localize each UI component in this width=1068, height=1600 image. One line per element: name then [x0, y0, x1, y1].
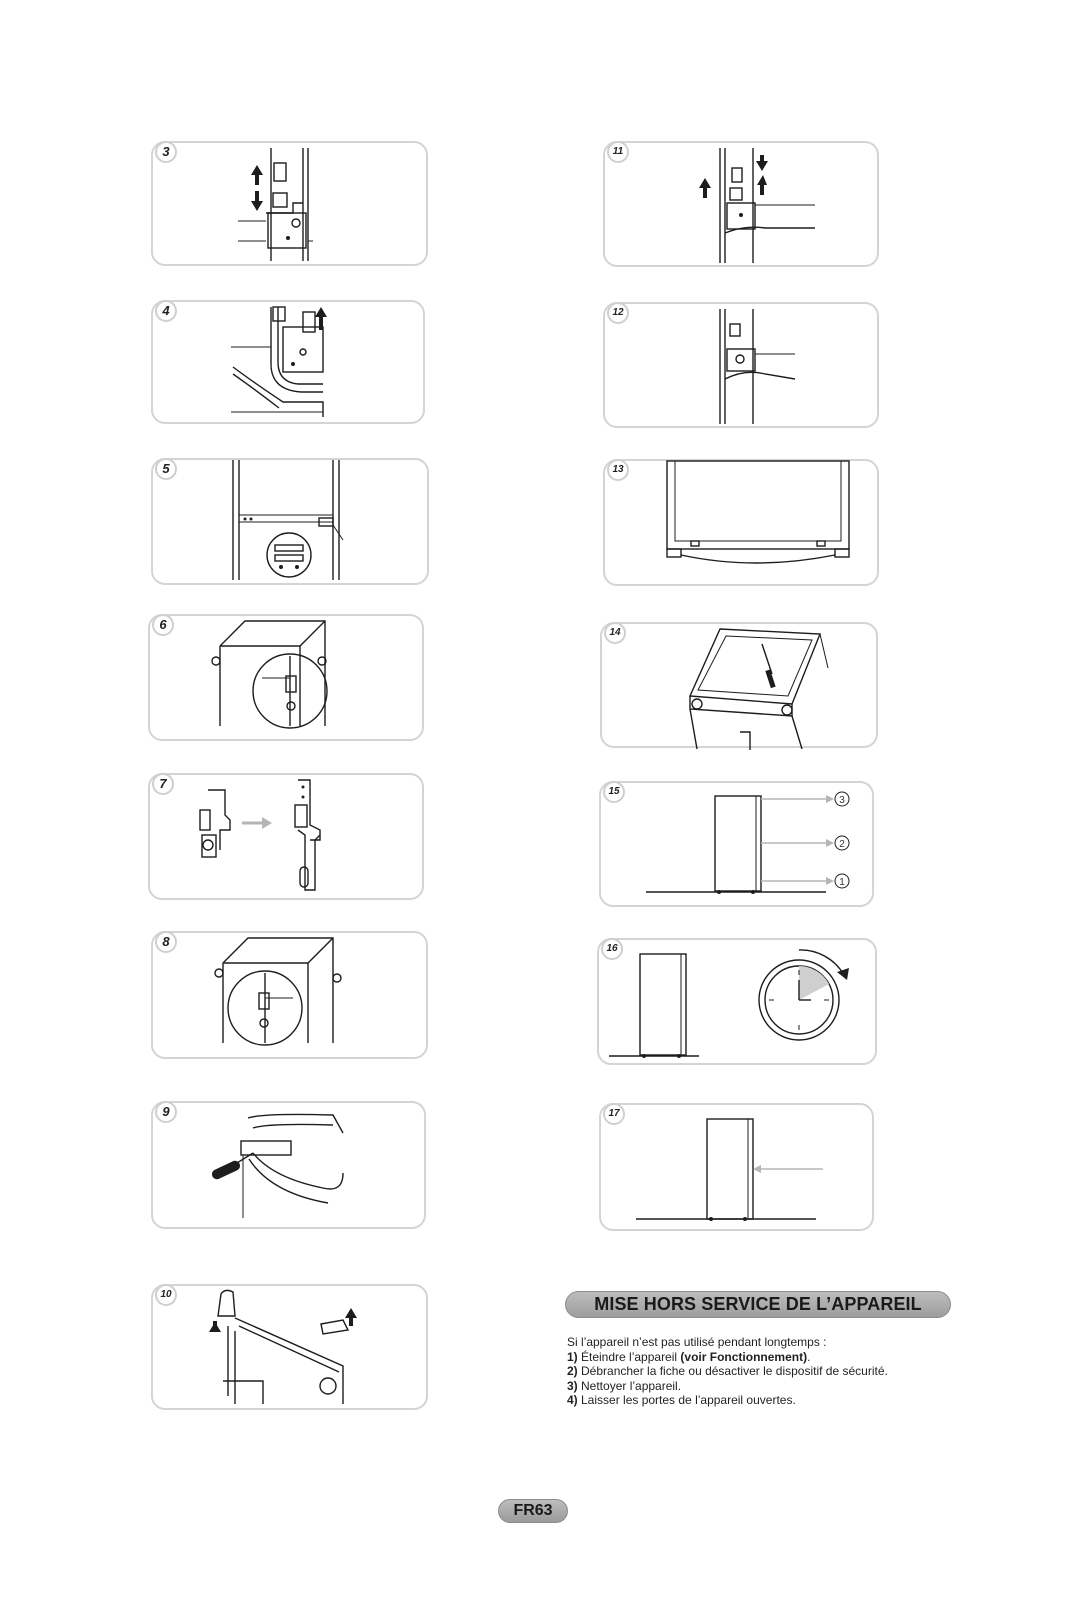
door-align-screwdriver-illustration — [602, 624, 880, 750]
page-number-badge — [498, 1499, 568, 1523]
step-number: 7 — [152, 773, 174, 795]
step-number: 4 — [155, 300, 177, 322]
step-6-panel — [148, 614, 424, 741]
callout-2: 2 — [839, 839, 845, 850]
step-number: 9 — [155, 1101, 177, 1123]
step-16-panel — [597, 938, 877, 1065]
step-9-panel — [151, 1101, 426, 1229]
step-number: 11 — [607, 141, 629, 163]
step-13-panel — [603, 459, 879, 586]
item-text: Laisser les portes de l’appareil ouvertes. — [577, 1393, 796, 1408]
step-number: 15 — [603, 781, 625, 803]
callout-1: 1 — [839, 877, 845, 888]
item-bold-ref: (voir Fonctionnement) — [680, 1349, 808, 1364]
door-cap-illustration — [153, 1286, 430, 1412]
callout-3: 3 — [839, 795, 845, 806]
step-5-panel — [151, 458, 429, 585]
step-number: 16 — [601, 938, 623, 960]
level-check-illustration — [601, 783, 876, 909]
step-17-panel — [599, 1103, 874, 1231]
section-body — [567, 1335, 967, 1408]
section-title: MISE HORS SERVICE DE L’APPAREIL — [594, 1294, 922, 1314]
hinge-reinstall-illustration — [605, 143, 881, 269]
item-number: 2) — [567, 1364, 578, 1379]
wait-time-illustration — [599, 940, 879, 1067]
section-intro: Si l’appareil n’est pas utilisé pendant longtemps : — [567, 1335, 827, 1349]
step-number: 8 — [155, 931, 177, 953]
hinge-bracket-swap-illustration — [150, 775, 426, 902]
reverse-hinge-illustration — [153, 933, 430, 1061]
step-number: 13 — [607, 459, 629, 481]
handle-screwdriver-illustration — [153, 1103, 428, 1231]
step-8-panel — [151, 931, 428, 1059]
step-7-panel — [148, 773, 424, 900]
hinge-removal-illustration — [153, 143, 430, 268]
list-item — [567, 1393, 967, 1408]
step-number: 10 — [155, 1284, 177, 1306]
item-text: Éteindre l’appareil — [577, 1349, 681, 1364]
step-number: 12 — [607, 302, 629, 324]
hinge-fixed-illustration — [605, 304, 881, 430]
step-11-panel — [603, 141, 879, 267]
door-closed-alignment-illustration — [601, 1105, 876, 1233]
hinge-screw-illustration — [153, 302, 427, 426]
cabinet-hinge-illustration — [153, 460, 431, 587]
step-number: 3 — [155, 141, 177, 163]
item-number: 3) — [567, 1378, 578, 1393]
step-15-panel — [599, 781, 874, 907]
item-end: . — [807, 1349, 811, 1364]
list-item — [567, 1350, 967, 1365]
page-number: FR63 — [513, 1502, 553, 1519]
step-number: 5 — [155, 458, 177, 480]
door-refit-illustration — [605, 461, 881, 588]
list-item — [567, 1379, 967, 1394]
hinge-pin-illustration — [150, 616, 426, 743]
step-14-panel — [600, 622, 878, 748]
section-title-banner — [565, 1291, 951, 1318]
step-number: 14 — [604, 622, 626, 644]
step-3-panel — [151, 141, 428, 266]
item-number: 1) — [567, 1349, 578, 1364]
list-item — [567, 1364, 967, 1379]
step-4-panel — [151, 300, 425, 424]
step-12-panel — [603, 302, 879, 428]
step-number: 6 — [152, 614, 174, 636]
step-10-panel — [151, 1284, 428, 1410]
item-text: Débrancher la fiche ou désactiver le dispositif de sécurité. — [577, 1364, 888, 1379]
item-text: Nettoyer l’appareil. — [577, 1378, 682, 1393]
step-number: 17 — [603, 1103, 625, 1125]
item-number: 4) — [567, 1393, 578, 1408]
